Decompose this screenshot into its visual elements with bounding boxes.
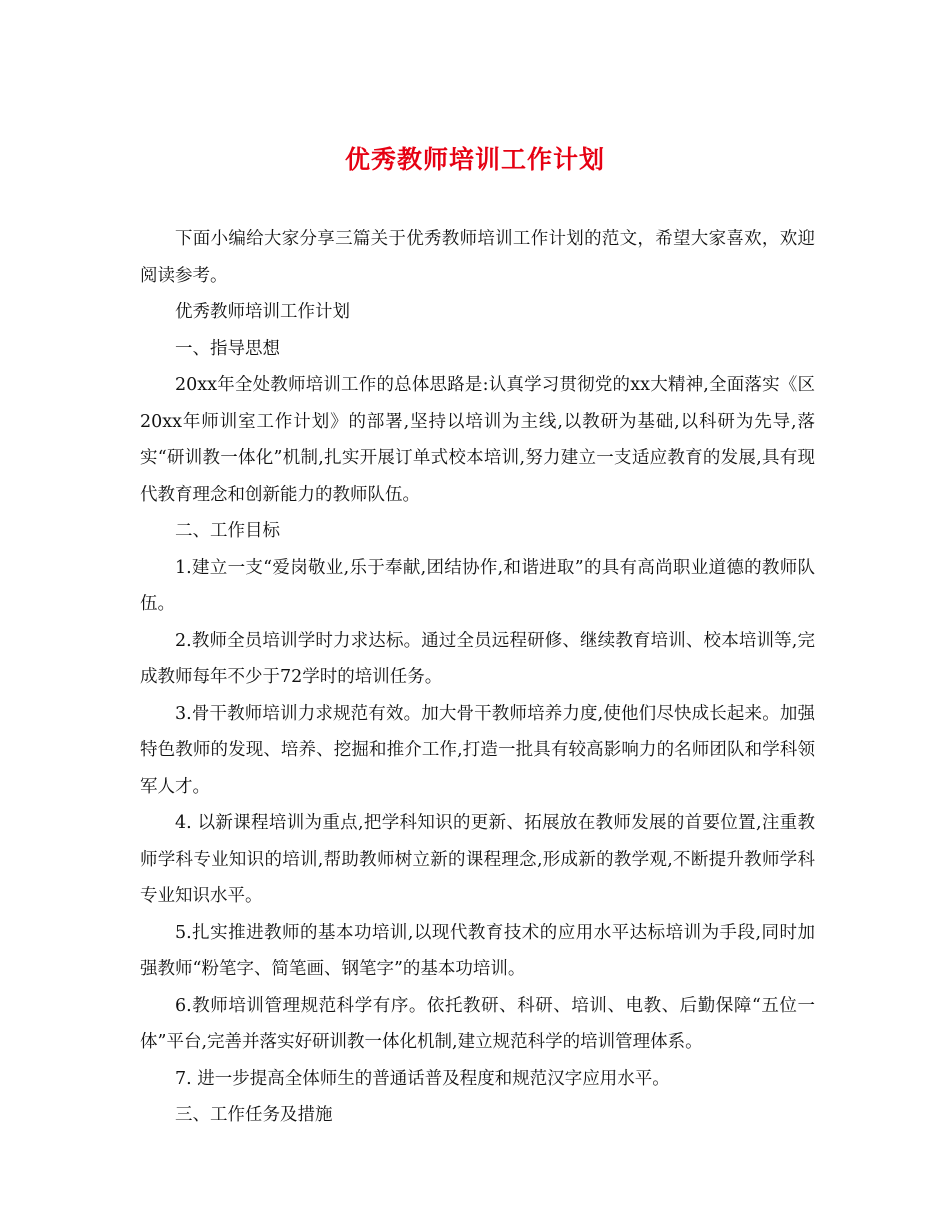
paragraph-goal-1: 1.建立一支“爱岗敬业,乐于奉献,团结协作,和谐进取”的具有高尚职业道德的教师队伍。 <box>140 557 815 614</box>
paragraph-goal-6: 6.教师培训管理规范科学有序。依托教研、科研、培训、电教、后勤保障“五位一体”平台,完善并落实好研训教一体化机制,建立规范科学的培训管理体系。 <box>140 995 815 1052</box>
paragraph-goal-7: 7. 进一步提高全体师生的普通话普及程度和规范汉字应用水平。 <box>175 1068 670 1089</box>
paragraph-intro: 下面小编给大家分享三篇关于优秀教师培训工作计划的范文，希望大家喜欢，欢迎阅读参考。 <box>140 229 815 286</box>
paragraph-guiding-ideas: 20xx年全处教师培训工作的总体思路是:认真学习贯彻党的xx大精神,全面落实《区20xx年师训室工作计划》的部署,坚持以培训为主线,以教研为基础,以科研为先导,落实“研训教一体化”机制,扎实开展订单式校本培训,努力建立一支适应教育的发展,具有现代教育理念和创新能力的教师队伍。 <box>140 375 815 505</box>
paragraph-goal-5: 5.扎实推进教师的基本功培训,以现代教育技术的应用水平达标培训为手段,同时加强教师“粉笔字、简笔画、钢笔字”的基本功培训。 <box>140 922 815 979</box>
document-title: 优秀教师培训工作计划 <box>344 145 605 174</box>
section-heading-guiding-ideas: 一、指导思想 <box>175 338 280 359</box>
paragraph-goal-2: 2.教师全员培训学时力求达标。通过全员远程研修、继续教育培训、校本培训等,完成教师每年不少于72学时的培训任务。 <box>140 630 815 687</box>
section-heading-tasks-measures: 三、工作任务及措施 <box>175 1105 333 1125</box>
section-heading-work-goals: 二、工作目标 <box>175 521 280 541</box>
paragraph-goal-3: 3.骨干教师培训力求规范有效。加大骨干教师培养力度,使他们尽快成长起来。加强特色教师的发现、培养、挖掘和推介工作,打造一批具有较高影响力的名师团队和学科领军人才。 <box>140 703 815 797</box>
document-body <box>140 221 815 1134</box>
paragraph-subtitle: 优秀教师培训工作计划 <box>175 302 350 322</box>
paragraph-goal-4: 4. 以新课程培训为重点,把学科知识的更新、拓展放在教师发展的首要位置,注重教师学科专业知识的培训,帮助教师树立新的课程理念,形成新的教学观,不断提升教师学科专业知识水平。 <box>140 813 815 906</box>
